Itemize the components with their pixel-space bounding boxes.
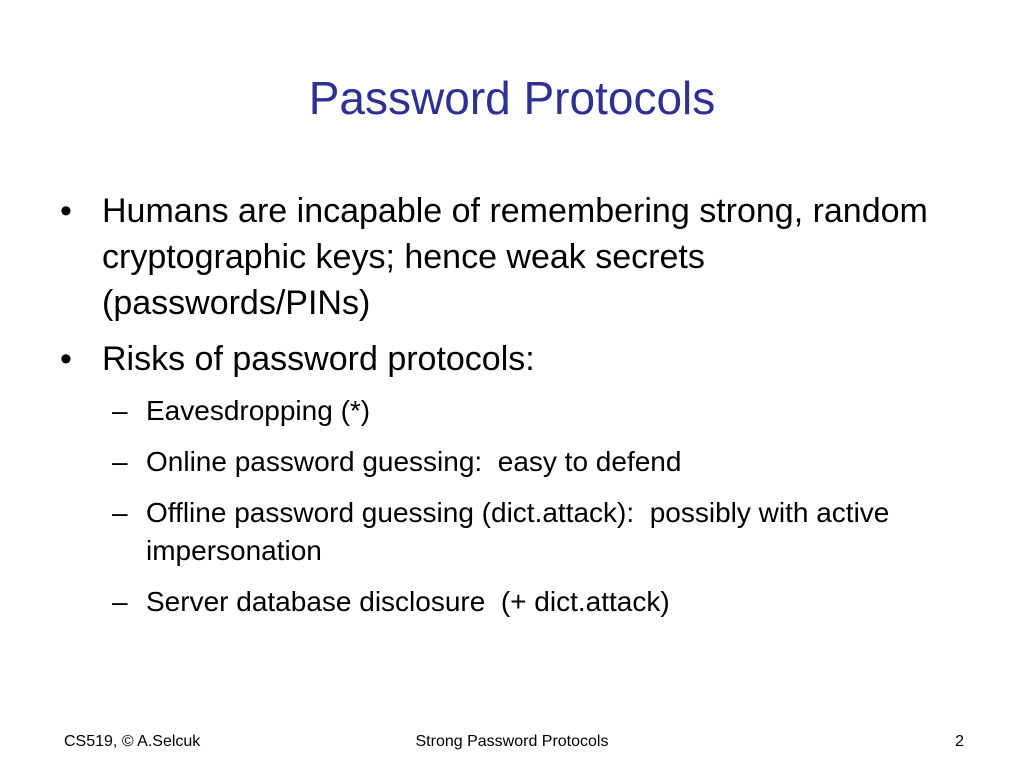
sub-bullet-item bbox=[60, 583, 980, 621]
sub-bullet-item bbox=[60, 494, 980, 570]
sub-bullet-text: Offline password guessing (dict.attack): possibly with active impersonation bbox=[146, 497, 898, 566]
sub-bullet-text: Server database disclosure (+ dict.attack) bbox=[146, 586, 670, 617]
bullet-marker: • bbox=[60, 192, 72, 230]
footer-page-number: 2 bbox=[955, 733, 964, 750]
dash-marker: – bbox=[112, 497, 128, 528]
slide-title: Password Protocols bbox=[308, 72, 716, 124]
bullet-text: Risks of password protocols: bbox=[102, 340, 535, 378]
sub-bullet-text: Eavesdropping (*) bbox=[146, 395, 371, 426]
slide-body bbox=[60, 188, 980, 634]
dash-marker: – bbox=[112, 586, 128, 617]
dash-marker: – bbox=[112, 446, 128, 477]
bullet-item bbox=[60, 336, 980, 382]
sub-bullet-text: Online password guessing: easy to defend bbox=[146, 446, 682, 477]
bullet-item bbox=[60, 188, 980, 326]
footer-course-credit: CS519, © A.Selcuk bbox=[64, 733, 201, 750]
sub-bullet-item bbox=[60, 443, 980, 481]
footer-presentation-title: Strong Password Protocols bbox=[415, 733, 609, 750]
dash-marker: – bbox=[112, 395, 128, 426]
sub-bullet-item bbox=[60, 392, 980, 430]
bullet-text: Humans are incapable of remembering strong, random cryptographic keys; hence weak secrets (passwords/PINs) bbox=[102, 192, 928, 322]
bullet-marker: • bbox=[60, 340, 72, 378]
